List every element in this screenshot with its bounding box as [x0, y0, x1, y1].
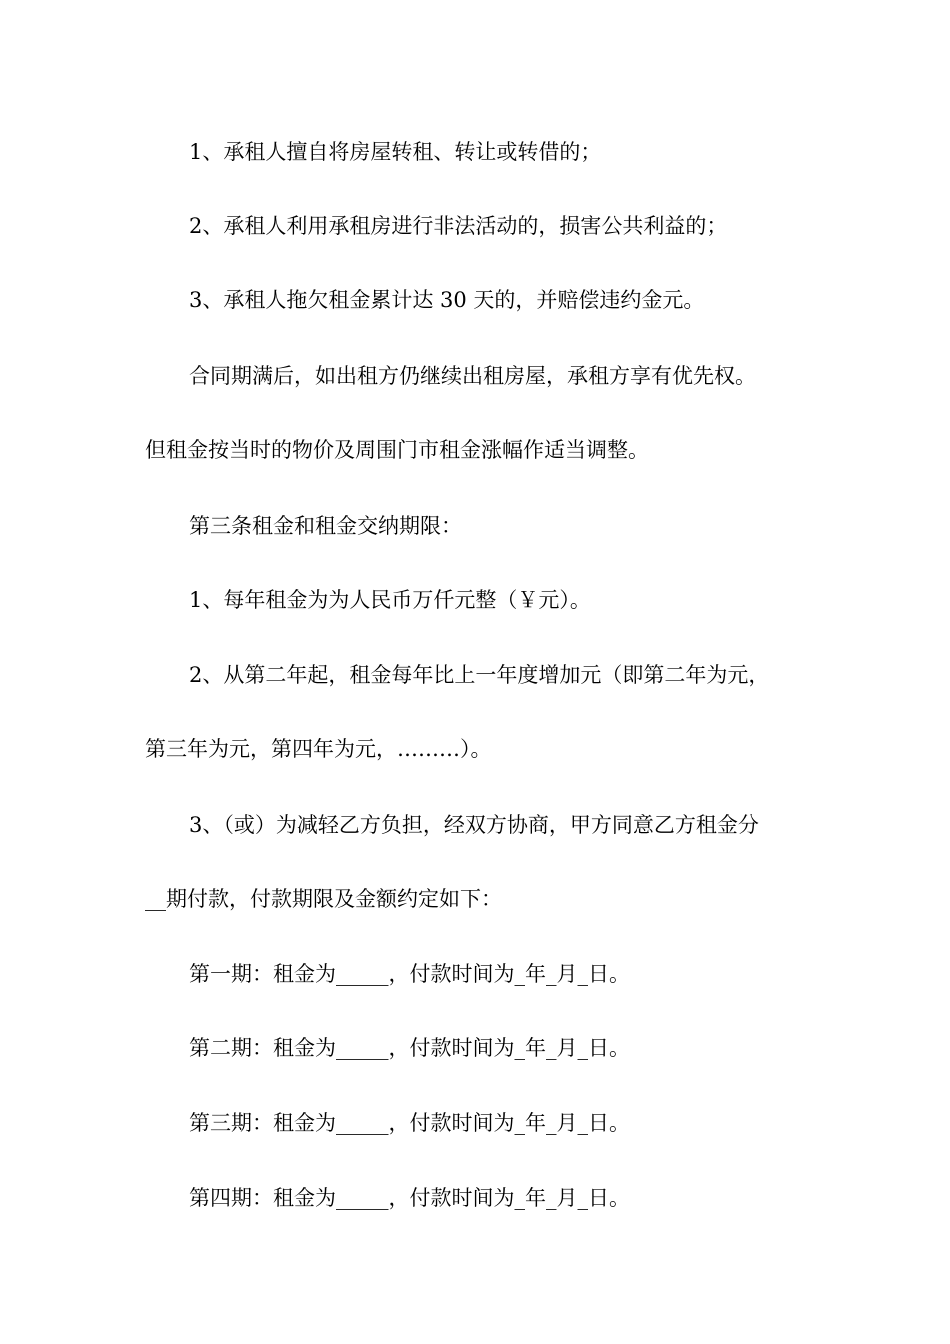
clause-line-1: 1、承租人擅自将房屋转租、转让或转借的；: [189, 140, 602, 164]
clause-line-3: 3、承租人拖欠租金累计达 30 天的，并赔偿违约金元。: [189, 288, 705, 312]
rent-item-3: 3、（或）为减轻乙方负担，经双方协商，甲方同意乙方租金分: [189, 813, 759, 837]
section-heading-article-3: 第三条租金和租金交纳期限：: [189, 514, 462, 538]
rent-item-2-continued: 第三年为元，第四年为元，………）。: [145, 737, 492, 761]
rent-item-2: 2、从第二年起，租金每年比上一年度增加元（即第二年为元，: [189, 663, 770, 687]
installment-2: 第二期：租金为_____，付款时间为_年_月_日。: [189, 1036, 630, 1060]
installment-1: 第一期：租金为_____，付款时间为_年_月_日。: [189, 962, 630, 986]
installment-4: 第四期：租金为_____，付款时间为_年_月_日。: [189, 1186, 630, 1210]
rent-item-1: 1、每年租金为为人民币万仟元整（￥元）。: [189, 588, 591, 612]
rent-item-3-continued: __期付款，付款期限及金额约定如下：: [145, 887, 502, 911]
clause-line-2: 2、承租人利用承租房进行非法活动的，损害公共利益的；: [189, 214, 728, 238]
paragraph-renewal-continued: 但租金按当时的物价及周围门市租金涨幅作适当调整。: [145, 438, 649, 462]
installment-3: 第三期：租金为_____，付款时间为_年_月_日。: [189, 1111, 630, 1135]
paragraph-renewal: 合同期满后，如出租方仍继续出租房屋，承租方享有优先权。: [189, 364, 756, 388]
